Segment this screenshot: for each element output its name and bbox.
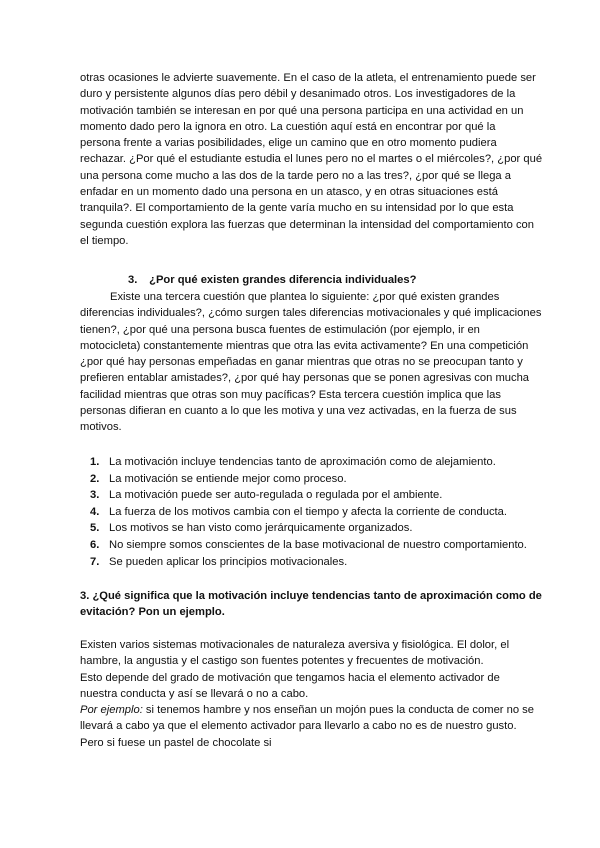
text-line: facilidad mientras que otras son muy pacíficas? Esta tercera cuestión implica que las (80, 388, 501, 401)
section-heading (128, 272, 416, 288)
text-line: una persona come mucho a las dos de la tarde pero no a las tres?, ¿por qué se llega a (80, 169, 511, 182)
text-line: Esto depende del grado de motivación que tengamos hacia el elemento activador de (80, 671, 500, 684)
text-line: segunda cuestión explora las fuerzas que determinan la intensidad del comportamiento con (80, 218, 534, 231)
text-line: diferencias individuales?, ¿cómo surgen tales diferencias motivacionales y qué implicaciones (80, 307, 542, 320)
list-item (90, 504, 530, 521)
list-number: 1. (90, 456, 100, 468)
list-item (90, 554, 530, 571)
list-item (90, 471, 530, 488)
question-line: 3. ¿Qué significa que la motivación incluye tendencias tanto de aproximación como de (80, 590, 542, 602)
principles-list (90, 454, 530, 570)
text-line: Existen varios sistemas motivacionales de naturaleza aversiva y fisiológica. El dolor, el (80, 639, 510, 651)
list-text: Se pueden aplicar los principios motivacionales. (109, 555, 348, 568)
question-heading (80, 588, 542, 621)
text-line: el tiempo. (80, 234, 129, 247)
text-line: hambre, la angustia y el castigo son fuentes potentes y frecuentes de motivación. (80, 655, 484, 668)
text-line: tranquila?. El comportamiento de la gente varía mucho en su intensidad por lo que esta (80, 202, 514, 215)
list-item (90, 454, 530, 471)
text-line: Existe una tercera cuestión que plantea lo siguiente: ¿por qué existen grandes (110, 291, 500, 303)
section-title: ¿Por qué existen grandes diferencia individuales? (149, 274, 417, 286)
text-line: persona frente a varias posibilidades, elige un camino que en otro momento pudiera (80, 137, 497, 150)
text-line: llevará a cabo ya que el elemento activador para llevarlo a cabo no es de nuestro gusto. (80, 720, 517, 733)
text-line: ¿por qué hay personas empeñadas en ganar mientras que otras no se preocupan tanto y (80, 356, 523, 369)
list-text: La fuerza de los motivos cambia con el tiempo y afecta la corriente de conducta. (109, 505, 507, 518)
list-text: La motivación se entiende mejor como proceso. (109, 472, 347, 485)
list-text: Los motivos se han visto como jerárquicamente organizados. (109, 522, 413, 535)
section-number: 3. (128, 274, 138, 286)
text-line: personas difieran en cuanto a lo que les motiva y una vez activadas, en la fuerza de sus (80, 405, 517, 418)
list-item (90, 537, 530, 554)
list-number: 5. (90, 522, 100, 535)
text-line: nuestra conducta y así se llevará o no a cabo. (80, 687, 309, 700)
list-text: La motivación incluye tendencias tanto de aproximación como de alejamiento. (109, 456, 496, 468)
list-number: 4. (90, 505, 100, 518)
paragraph-motivation-intensity (80, 70, 543, 249)
text-line: otras ocasiones le advierte suavemente. En el caso de la atleta, el entrenamiento puede ser (80, 72, 536, 84)
text-line: motivación también se interesan en por qué una persona participa en una actividad en un (80, 104, 524, 117)
list-number: 2. (90, 472, 100, 485)
example-line (80, 702, 532, 718)
answer-paragraph (80, 637, 532, 751)
list-item (90, 520, 530, 537)
text-line: tienen?, ¿por qué una persona busca fuentes de estimulación (por ejemplo, ir en (80, 323, 480, 336)
text-line: enfadar en un momento dado una persona en un atasco, y en otras situaciones está (80, 186, 498, 199)
text-line: prefieren entablar amistades?, ¿por qué hay personas que se ponen agresivas con mucha (80, 372, 530, 385)
text-line: momento dado pero la ignora en otro. La cuestión aquí está en encontrar por qué la (80, 120, 496, 133)
list-number: 3. (90, 489, 100, 502)
question-line: evitación? Pon un ejemplo. (80, 606, 225, 619)
list-number: 7. (90, 555, 100, 568)
list-text: No siempre somos conscientes de la base motivacional de nuestro comportamiento. (109, 538, 527, 551)
text-line: motocicleta) constantemente mientras que otra las evita activamente? En una competición (80, 339, 529, 352)
example-text: si tenemos hambre y nos enseñan un mojón pues la conducta de comer no se (142, 704, 534, 717)
list-number: 6. (90, 538, 100, 551)
example-label: Por ejemplo: (80, 704, 143, 717)
paragraph-individual-differences (80, 289, 542, 436)
text-line: duro y persistente algunos días pero débil y desanimado otros. Los investigadores de la (80, 88, 516, 101)
text-line: motivos. (80, 421, 122, 434)
list-item (90, 487, 530, 504)
list-text: La motivación puede ser auto-regulada o regulada por el ambiente. (109, 489, 443, 502)
text-line: Pero si fuese un pastel de chocolate si (80, 736, 272, 749)
text-line: rechazar. ¿Por qué el estudiante estudia el lunes pero no el martes o el miércoles?, ¿por qué (80, 153, 543, 166)
